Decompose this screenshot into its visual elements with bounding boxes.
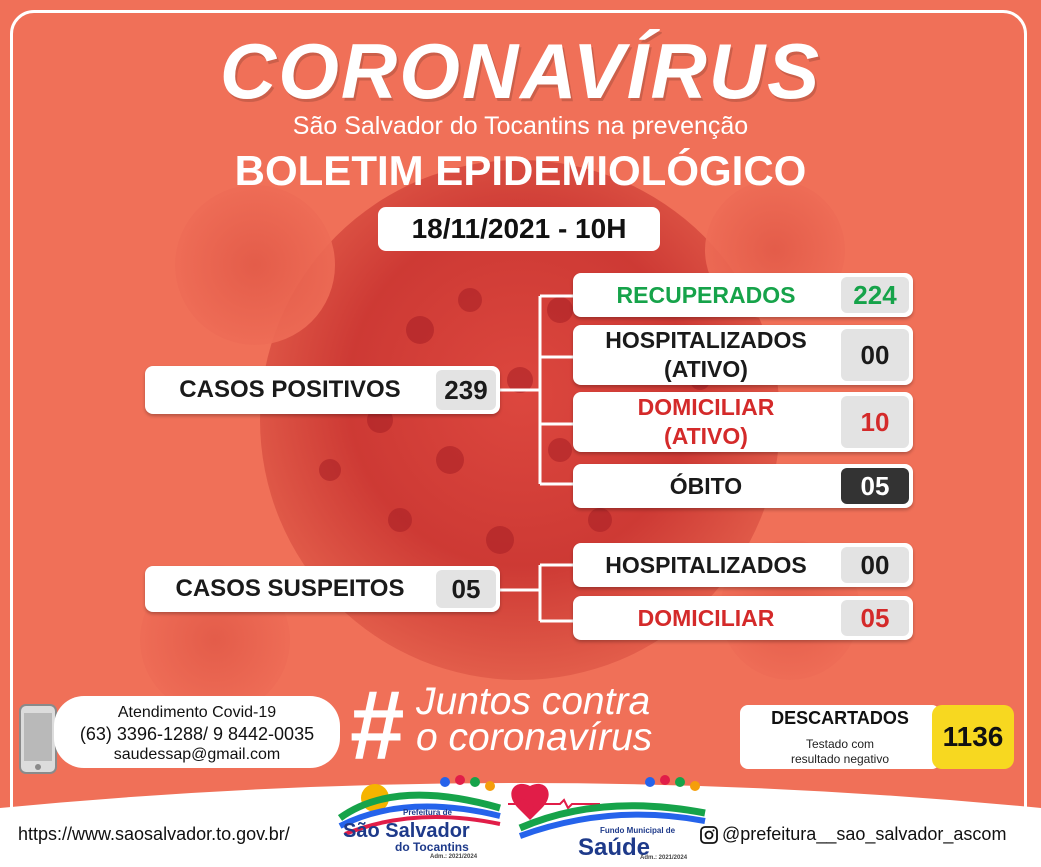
logo1-name-line2: do Tocantins — [395, 840, 469, 854]
domiciliar-ativo-value: 10 — [841, 396, 909, 448]
phone-icon — [18, 703, 58, 775]
casos-positivos-value: 239 — [436, 370, 496, 410]
obito-value: 05 — [841, 468, 909, 504]
hospitalizados-ativo-row — [573, 325, 913, 385]
casos-positivos-label: CASOS POSITIVOS — [179, 376, 401, 403]
main-title: CORONAVÍRUS — [219, 27, 822, 115]
logo1-name-line1: São Salvador — [343, 820, 470, 842]
suspeitos-hospitalizados-row — [573, 543, 913, 587]
descartados-value: 1136 — [932, 705, 1014, 769]
logo2-name: Saúde — [578, 834, 651, 861]
slogan-line1: Juntos contra — [416, 680, 651, 723]
suspeitos-bracket — [500, 562, 580, 624]
obito-row — [573, 464, 913, 508]
obito-label: ÓBITO — [669, 472, 743, 499]
suspeitos-hospitalizados-label: HOSPITALIZADOS — [605, 551, 807, 578]
suspeitos-domiciliar-value: 05 — [841, 600, 909, 636]
suspeitos-domiciliar-label: DOMICILIAR — [637, 604, 775, 631]
slogan-line2: o coronavírus — [416, 716, 653, 759]
recuperados-value: 224 — [841, 277, 909, 313]
casos-suspeitos-card — [145, 566, 500, 612]
hospitalizados-ativo-sublabel: (ATIVO) — [664, 356, 748, 382]
recuperados-label: RECUPERADOS — [616, 281, 796, 308]
slogan-hash: # — [350, 670, 405, 780]
domiciliar-ativo-label: DOMICILIAR — [637, 394, 775, 421]
hospitalizados-ativo-value: 00 — [841, 329, 909, 381]
hospitalizados-ativo-label: HOSPITALIZADOS — [605, 327, 807, 354]
descartados-card — [740, 705, 940, 769]
casos-suspeitos-value: 05 — [436, 570, 496, 608]
logo2-adm: Adm.: 2021/2024 — [640, 855, 688, 861]
domiciliar-ativo-row — [573, 392, 913, 452]
contact-card — [54, 696, 340, 768]
prefeitura-logo — [335, 768, 505, 864]
contact-email: saudessap@gmail.com — [113, 746, 281, 763]
logo2-small: Fundo Municipal de — [600, 826, 676, 835]
website-link[interactable]: https://www.saosalvador.to.gov.br/ — [18, 824, 290, 844]
contact-title: Atendimento Covid-19 — [117, 704, 277, 721]
date-badge: 18/11/2021 - 10H — [378, 207, 660, 251]
positivos-bracket — [500, 290, 580, 490]
suspeitos-hospitalizados-value: 00 — [841, 547, 909, 583]
descartados-note-line1: Testado com — [805, 737, 875, 751]
bulletin-title: BOLETIM EPIDEMIOLÓGICO — [234, 147, 807, 194]
descartados-label: DESCARTADOS — [771, 708, 909, 728]
casos-suspeitos-label: CASOS SUSPEITOS — [175, 575, 405, 602]
instagram-handle[interactable]: @prefeitura__sao_salvador_ascom — [722, 824, 1007, 844]
domiciliar-ativo-sublabel: (ATIVO) — [664, 423, 748, 449]
subtitle: São Salvador do Tocantins na prevenção — [292, 112, 749, 140]
descartados-note-line2: resultado negativo — [790, 752, 890, 766]
logo1-adm: Adm.: 2021/2024 — [430, 854, 478, 860]
contact-phones: (63) 3396-1288/ 9 8442-0035 — [79, 724, 315, 744]
casos-positivos-card — [145, 366, 500, 414]
saude-logo — [500, 768, 710, 864]
logo1-small: Prefeitura de — [403, 808, 452, 817]
recuperados-row — [573, 273, 913, 317]
suspeitos-domiciliar-row — [573, 596, 913, 640]
